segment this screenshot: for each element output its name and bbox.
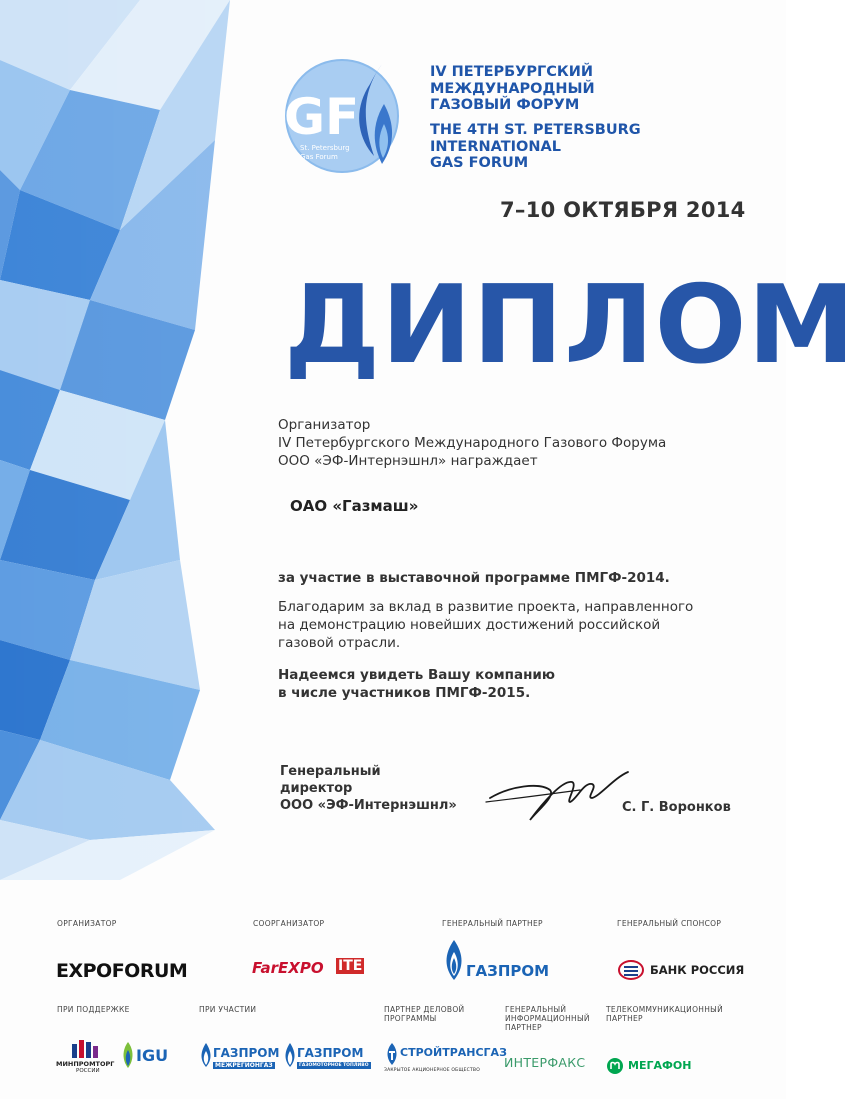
- caption-organizer: ОРГАНИЗАТОР: [57, 919, 117, 928]
- forum-title-en: THE 4TH ST. PETERSBURG INTERNATIONAL GAS FORUM: [430, 122, 641, 171]
- megafon-icon: [606, 1057, 624, 1075]
- recipient-name: ОАО «Газмаш»: [290, 497, 419, 515]
- caption-coorganizer: СООРГАНИЗАТОР: [253, 919, 325, 928]
- logo-line-2: Gas Forum: [300, 153, 338, 161]
- gazprom-flame-icon-small: [199, 1042, 213, 1068]
- stroytransgaz-emblem-icon: [384, 1042, 400, 1066]
- participation-text: за участие в выставочной программе ПМГФ-2014.: [278, 570, 670, 586]
- logo-stroytransgaz: СТРОЙТРАНСГАЗ ЗАКРЫТОЕ АКЦИОНЕРНОЕ ОБЩЕСТВО: [384, 1042, 484, 1078]
- logo-letters: GF: [284, 88, 360, 146]
- logo-interfax: ИНТЕРФАКС: [504, 1055, 586, 1070]
- organizer-text: Организатор IV Петербургского Международного Газового Форума ООО «ЭФ-Интернэшнл» награждает: [278, 417, 667, 469]
- gazprom-flame-icon-small-2: [283, 1042, 297, 1068]
- forum-logo: [270, 52, 420, 182]
- logo-gazprom-mezhregiongaz: ГАЗПРОМ МЕЖРЕГИОНГАЗ: [199, 1042, 275, 1076]
- forum-title-ru: IV ПЕТЕРБУРГСКИЙ МЕЖДУНАРОДНЫЙ ГАЗОВЫЙ ФОРУМ: [430, 64, 595, 113]
- hope-text: Надеемся увидеть Вашу компанию в числе участников ПМГФ-2015.: [278, 667, 556, 701]
- minpromtorg-emblem-icon: [70, 1040, 102, 1058]
- logo-farexpo: FarEXPO: [252, 959, 324, 977]
- bank-emblem-icon: [618, 960, 644, 980]
- logo-megafon: МЕГАФОН: [606, 1057, 696, 1077]
- signer-name: С. Г. Воронков: [622, 800, 731, 815]
- gazprom-flame-icon: [442, 938, 466, 982]
- diploma-title: ДИПЛОМ: [284, 263, 856, 388]
- caption-general-sponsor: ГЕНЕРАЛЬНЫЙ СПОНСОР: [617, 919, 722, 928]
- logo-gazprom-main: ГАЗПРОМ: [442, 938, 542, 984]
- caption-general-partner: ГЕНЕРАЛЬНЫЙ ПАРТНЕР: [442, 919, 543, 928]
- logo-bank-rossiya: БАНК РОССИЯ: [618, 960, 748, 982]
- forum-date: 7–10 ОКТЯБРЯ 2014: [500, 198, 746, 222]
- logo-igu: IGU: [122, 1040, 182, 1072]
- logo-line-1: St. Petersburg: [300, 144, 350, 152]
- caption-telecom-partner: ТЕЛЕКОММУНИКАЦИОННЫЙ ПАРТНЕР: [606, 1005, 723, 1023]
- logo-ite: ITE: [338, 958, 363, 974]
- caption-support: ПРИ ПОДДЕРЖКЕ: [57, 1005, 130, 1014]
- logo-expoforum: EXPOFORUM: [56, 960, 188, 982]
- logo-minpromtorg: МИНПРОМТОРГ РОССИИ: [56, 1040, 116, 1076]
- caption-participation: ПРИ УЧАСТИИ: [199, 1005, 257, 1014]
- logo-farexpo-ite: [252, 958, 366, 980]
- signature: [480, 768, 630, 830]
- caption-info-partner: ГЕНЕРАЛЬНЫЙ ИНФОРМАЦИОННЫЙ ПАРТНЕР: [505, 1005, 590, 1032]
- signer-position: Генеральный директор ООО «ЭФ-Интернэшнл»: [280, 764, 457, 813]
- logo-gazprom-gmt: ГАЗПРОМ ГАЗОМОТОРНОЕ ТОПЛИВО: [283, 1042, 367, 1076]
- thanks-text: Благодарим за вклад в развитие проекта, направленного на демонстрацию новейших достижений российской газовой отрасли.: [278, 599, 694, 651]
- igu-leaf-icon: [122, 1042, 134, 1068]
- caption-business-partner: ПАРТНЕР ДЕЛОВОЙ ПРОГРАММЫ: [384, 1005, 465, 1023]
